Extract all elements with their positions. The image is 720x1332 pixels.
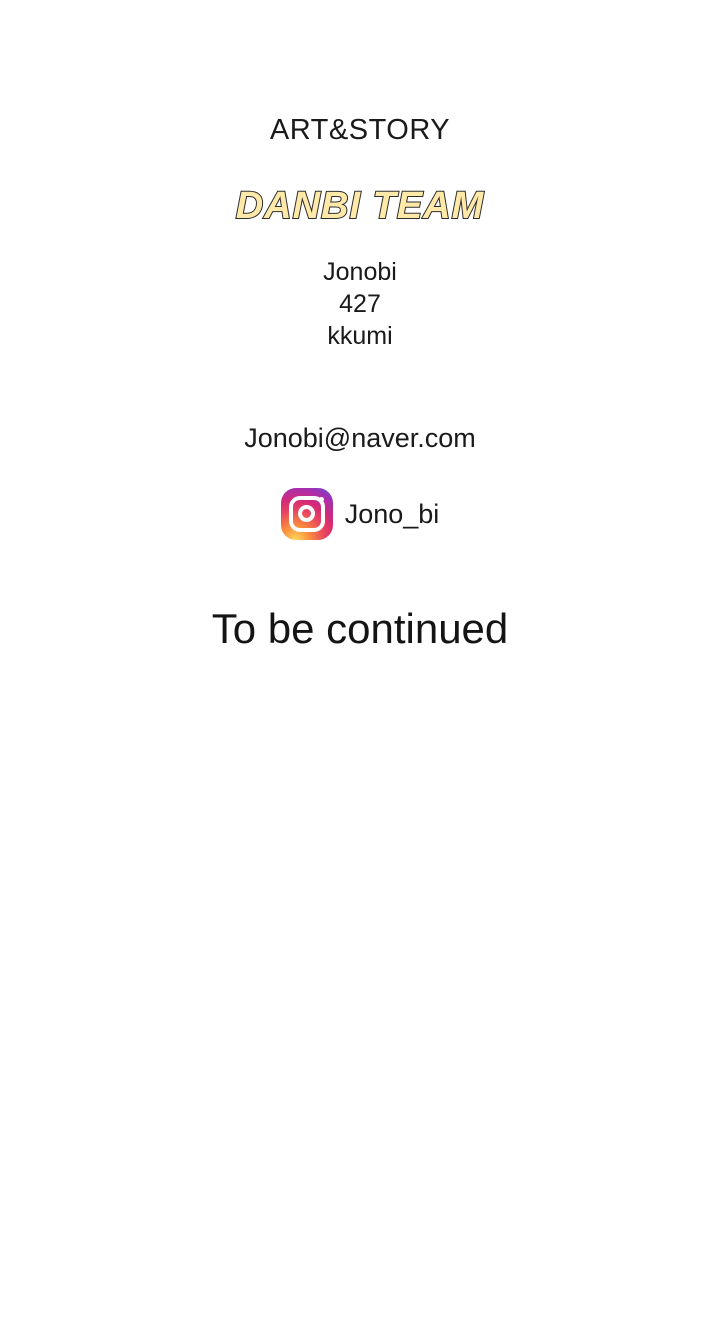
instagram-icon-lens: [298, 505, 315, 522]
member-list: [0, 256, 720, 352]
list-item: Jonobi: [323, 257, 397, 286]
instagram-icon-dot: [319, 497, 324, 502]
team-name-title: DANBI TEAM: [235, 184, 485, 227]
social-row[interactable]: [0, 488, 720, 540]
credits-block: [0, 0, 720, 654]
list-item: kkumi: [327, 321, 393, 350]
instagram-handle[interactable]: Jono_bi: [344, 498, 440, 529]
art-and-story-label: ART&STORY: [269, 114, 451, 146]
to-be-continued-text: To be continued: [211, 604, 509, 652]
contact-email[interactable]: Jonobi@naver.com: [244, 422, 476, 453]
instagram-icon[interactable]: [281, 488, 333, 540]
list-item: 427: [339, 289, 381, 318]
